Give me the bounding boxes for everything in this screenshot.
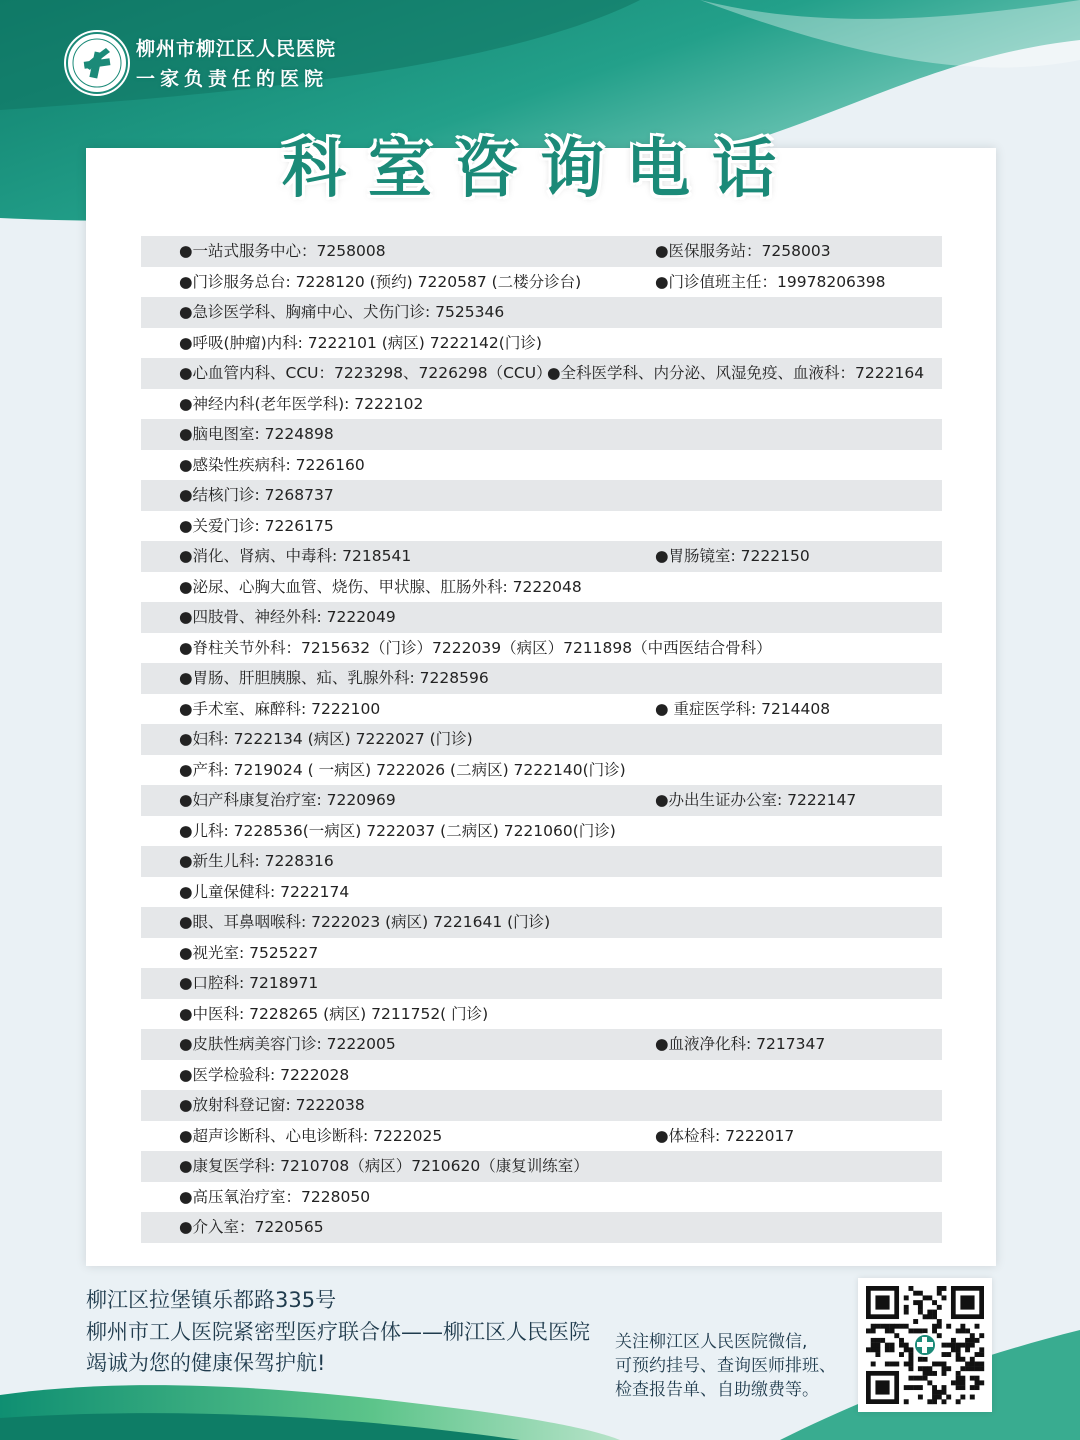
department-entry: ●产科: 7219024 ( 一病区) 7222026 (二病区) 7222140(门诊) bbox=[179, 760, 626, 779]
department-entry: ●儿科: 7228536(一病区) 7222037 (二病区) 7221060(门诊) bbox=[179, 821, 616, 840]
table-row bbox=[141, 236, 942, 267]
department-entry: ●高压氧治疗室：7228050 bbox=[179, 1187, 371, 1206]
department-entry: ● 重症医学科: 7214408 bbox=[655, 699, 831, 718]
department-entry: ●消化、肾病、中毒科: 7218541 bbox=[179, 547, 412, 565]
footer-address: 柳江区拉堡镇乐都路335号 bbox=[86, 1288, 337, 1312]
table-row bbox=[141, 450, 942, 481]
department-entry: ●四肢骨、神经外科: 7222049 bbox=[179, 608, 396, 626]
table-row bbox=[141, 1060, 942, 1091]
department-entry: ●超声诊断科、心电诊断科: 7222025 bbox=[179, 1126, 443, 1145]
department-entry: ●医保服务站：7258003 bbox=[655, 242, 831, 260]
table-row bbox=[141, 755, 942, 786]
table-row bbox=[141, 572, 942, 603]
department-entry: ●医学检验科: 7222028 bbox=[179, 1065, 350, 1084]
department-phone-list bbox=[141, 236, 942, 1243]
department-entry: ●中医科: 7228265 (病区) 7211752( 门诊) bbox=[179, 1004, 489, 1023]
table-row bbox=[141, 358, 942, 389]
qr-code-icon bbox=[858, 1278, 992, 1412]
department-entry: ●手术室、麻醉科: 7222100 bbox=[179, 699, 381, 718]
footer-alliance: 柳州市工人医院紧密型医疗联合体——柳江区人民医院 bbox=[86, 1320, 590, 1344]
department-entry: ●血液净化科: 7217347 bbox=[655, 1035, 826, 1053]
wechat-follow-text bbox=[615, 1330, 865, 1402]
department-entry: ●眼、耳鼻咽喉科: 7222023 (病区) 7221641 (门诊) bbox=[179, 913, 551, 931]
department-entry: ●口腔科: 7218971 bbox=[179, 974, 319, 992]
department-entry: ●视光室: 7525227 bbox=[179, 943, 319, 962]
table-row bbox=[141, 328, 942, 359]
department-entry: ●急诊医学科、胸痛中心、犬伤门诊: 7525346 bbox=[179, 303, 505, 321]
table-row bbox=[141, 633, 942, 664]
department-entry: ●心血管内科、CCU：7223298、7226298（CCU） bbox=[179, 364, 552, 382]
table-row bbox=[141, 297, 942, 328]
table-row bbox=[141, 480, 942, 511]
table-row bbox=[141, 785, 942, 816]
table-row bbox=[141, 724, 942, 755]
table-row bbox=[141, 1090, 942, 1121]
table-row bbox=[141, 1121, 942, 1152]
department-entry: ●门诊值班主任：19978206398 bbox=[655, 272, 886, 291]
table-row bbox=[141, 694, 942, 725]
department-entry: ●结核门诊: 7268737 bbox=[179, 486, 334, 504]
table-row bbox=[141, 389, 942, 420]
department-entry: ●全科医学科、内分泌、风湿免疫、血液科：7222164 bbox=[547, 364, 925, 382]
department-entry: ●一站式服务中心：7258008 bbox=[179, 242, 386, 260]
department-entry: ●妇产科康复治疗室: 7220969 bbox=[179, 791, 396, 809]
department-entry: ●脑电图室: 7224898 bbox=[179, 425, 334, 443]
table-row bbox=[141, 999, 942, 1030]
table-row bbox=[141, 602, 942, 633]
department-entry: ●脊柱关节外科：7215632（门诊）7222039（病区）7211898（中西医结合骨科） bbox=[179, 638, 772, 657]
department-entry: ●门诊服务总台: 7228120 (预约) 7220587 (二楼分诊台) bbox=[179, 272, 582, 291]
table-row bbox=[141, 511, 942, 542]
footer-wish: 竭诚为您的健康保驾护航! bbox=[86, 1351, 326, 1375]
department-entry: ●感染性疾病科: 7226160 bbox=[179, 455, 365, 474]
table-row bbox=[141, 907, 942, 938]
table-row bbox=[141, 846, 942, 877]
department-entry: ●神经内科(老年医学科): 7222102 bbox=[179, 394, 424, 413]
department-entry: ●办出生证办公室: 7222147 bbox=[655, 791, 857, 809]
table-row bbox=[141, 267, 942, 298]
department-entry: ●呼吸(肿瘤)内科: 7222101 (病区) 7222142(门诊) bbox=[179, 333, 542, 352]
wechat-qr-code[interactable] bbox=[858, 1278, 992, 1412]
department-entry: ●放射科登记窗: 7222038 bbox=[179, 1096, 365, 1114]
department-entry: ●皮肤性病美容门诊: 7222005 bbox=[179, 1035, 396, 1053]
table-row bbox=[141, 1029, 942, 1060]
table-row bbox=[141, 663, 942, 694]
department-entry: ●胃肠、肝胆胰腺、疝、乳腺外科: 7228596 bbox=[179, 669, 489, 687]
table-row bbox=[141, 968, 942, 999]
page-title: 科室咨询电话 bbox=[282, 133, 798, 207]
department-entry: ●关爱门诊: 7226175 bbox=[179, 516, 334, 535]
hospital-logo-icon bbox=[62, 28, 132, 98]
department-entry: ●康复医学科: 7210708（病区）7210620（康复训练室） bbox=[179, 1157, 589, 1175]
hospital-slogan: 一家负责任的医院 bbox=[136, 68, 329, 90]
table-row bbox=[141, 541, 942, 572]
department-entry: ●新生儿科: 7228316 bbox=[179, 852, 334, 870]
follow-line: 关注柳江区人民医院微信, bbox=[615, 1332, 808, 1352]
department-entry: ●胃肠镜室: 7222150 bbox=[655, 547, 810, 565]
follow-line: 可预约挂号、查询医师排班、 bbox=[615, 1356, 836, 1376]
table-row bbox=[141, 877, 942, 908]
table-row bbox=[141, 419, 942, 450]
table-row bbox=[141, 1182, 942, 1213]
table-row bbox=[141, 1212, 942, 1243]
department-entry: ●儿童保健科: 7222174 bbox=[179, 882, 350, 901]
table-row bbox=[141, 1151, 942, 1182]
table-row bbox=[141, 816, 942, 847]
follow-line: 检查报告单、自助缴费等。 bbox=[615, 1380, 819, 1400]
table-row bbox=[141, 938, 942, 969]
department-entry: ●妇科: 7222134 (病区) 7222027 (门诊) bbox=[179, 730, 473, 748]
department-entry: ●泌尿、心胸大血管、烧伤、甲状腺、肛肠外科: 7222048 bbox=[179, 577, 582, 596]
hospital-name: 柳州市柳江区人民医院 bbox=[136, 38, 337, 60]
department-entry: ●介入室：7220565 bbox=[179, 1218, 324, 1236]
department-entry: ●体检科: 7222017 bbox=[655, 1126, 795, 1145]
